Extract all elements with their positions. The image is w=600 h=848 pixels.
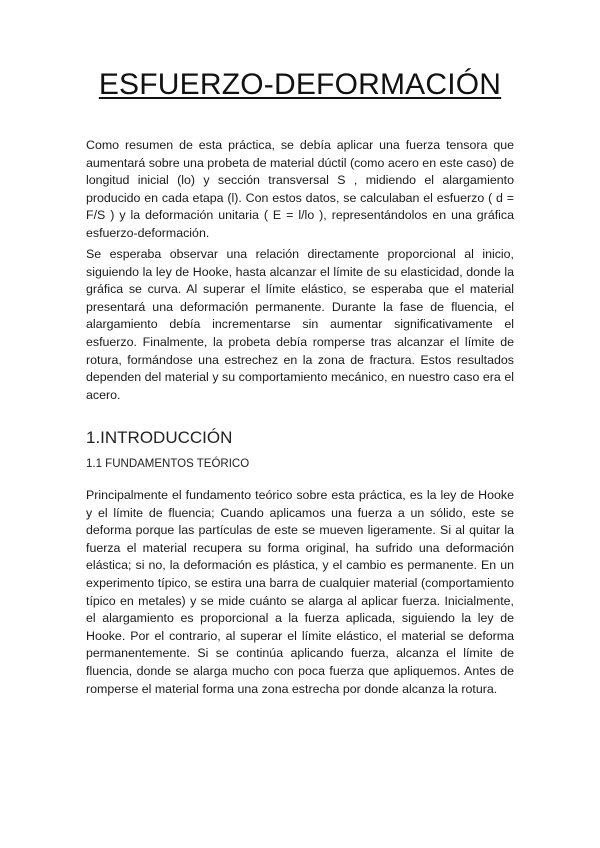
summary-paragraph: Se esperaba observar una relación directamente proporcional al inicio, siguiendo la ley de Hooke, hasta alcanzar el límite de su elasticidad, donde la gráfica se curva. Al superar el límite elástico, se esperaba que el material presentará una deformación permanente. Durante la fase de fluencia, el alargamiento debía incrementarse sin aumentar significativamente el esfuerzo. Finalmente, la probeta debía romperse tras alcanzar el límite de rotura, formándose una estrechez en la zona de fractura. Estos resultados dependen del material y su comportamiento mecánico, en nuestro caso era el acero. [86,247,514,402]
section-heading-introduccion: 1.INTRODUCCIÓN [86,428,233,447]
theory-paragraph: Principalmente el fundamento teórico sobre esta práctica, es la ley de Hooke y el límite de fluencia; Cuando aplicamos una fuerza a un sólido, este se deforma porque las partículas de este se mueven ligeramente. Si al quitar la fuerza el material recupera su forma original, ha sufrido una deformación elástica; si no, la deformación es plástica, y el cambio es permanente. En un experimento típico, se estira una barra de cualquier material (comportamiento típico en metales) y se mide cuánto se alarga al aplicar fuerza. Inicialmente, el alargamiento es proporcional a la fuerza aplicada, siguiendo la ley de Hooke. Por el contrario, al superar el límite elástico, el material se deforma permanentemente. Si se continúa aplicando fuerza, alcanza el límite de fluencia, donde se alarga mucho con poca fuerza que apliquemos. Antes de romperse el material forma una zona estrecha por donde alcanza la rotura. [86,488,514,696]
document-title: ESFUERZO-DEFORMACIÓN [98,68,502,101]
subsection-heading-fundamentos: 1.1 FUNDAMENTOS TEÓRICO [86,458,250,470]
summary-paragraph: Como resumen de esta práctica, se debía aplicar una fuerza tensora que aumentará sobre una probeta de material dúctil (como acero en este caso) de longitud inicial (lo) y sección transversal S , midiendo el alargamiento producido en cada etapa (l). Con estos datos, se calculaban el esfuerzo ( d = F/S ) y la deformación unitaria ( E = l/lo ), representándolos en una gráfica esfuerzo-deformación. [86,138,514,240]
